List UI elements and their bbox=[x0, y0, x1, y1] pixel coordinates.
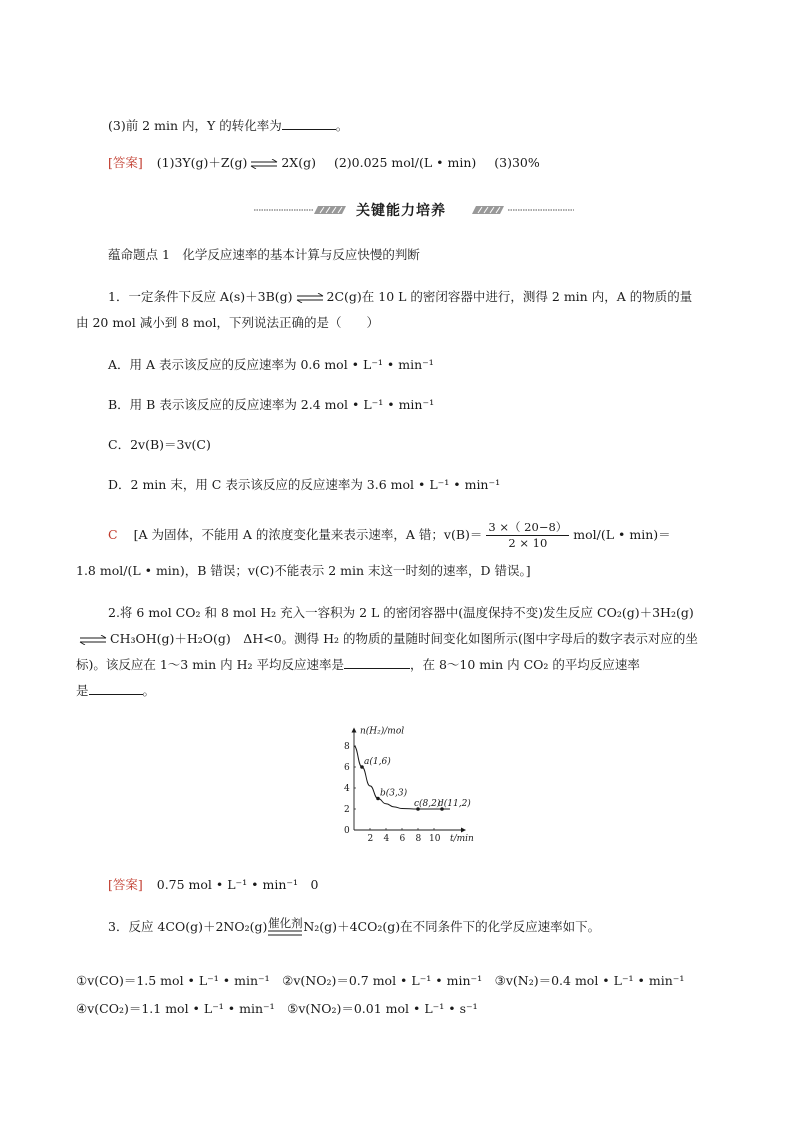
q3-stem: 3．反应 4CO(g)＋2NO₂(g) 催化剂 N₂(g)＋4CO₂(g)在不同条件下的化学反应速率如下。 bbox=[108, 916, 601, 934]
fraction: $\frac{3 \times( 20-8)}{2 \times 10}$ bbox=[488, 520, 568, 550]
y-tick-label: 4 bbox=[344, 784, 350, 794]
data-point-label: b(3,3) bbox=[380, 788, 408, 799]
q2-stem-line4: 是 。 bbox=[76, 683, 156, 698]
x-axis-label: t/min bbox=[450, 834, 474, 844]
y-axis-label: n(H₂)/mol bbox=[360, 726, 405, 737]
q3-rates-line1: ①v(CO)＝1.5 mol • L⁻¹ • min⁻¹ ②v(NO₂)＝0.7 mol • L⁻¹ • min⁻¹ ③v(N₂)＝0.4 mol • L⁻¹ • min⁻¹ bbox=[76, 973, 685, 988]
x-tick-label: 10 bbox=[429, 834, 441, 844]
q2-stem-line2: CH₃OH(g)＋H₂O(g) ΔH<0。测得 H₂ 的物质的量随时间变化如图所示(图中字母后的数字表示对应的坐 bbox=[76, 630, 698, 648]
x-tick-label: 4 bbox=[383, 834, 390, 844]
data-point-label: d(11,2) bbox=[438, 799, 471, 809]
answer-blank bbox=[89, 682, 143, 695]
x-tick-label: 8 bbox=[415, 834, 422, 844]
h2-amount-chart bbox=[334, 720, 494, 850]
equal-arrow-icon bbox=[267, 930, 303, 936]
catalyst-label: 催化剂 bbox=[268, 916, 303, 930]
x-tick-label: 6 bbox=[399, 834, 406, 844]
reversible-arrow-icon bbox=[249, 159, 279, 169]
prev-answer-line: [答案] (1)3Y(g)＋Z(g) 2X(g) (2)0.025 mol/(L • min) (3)30% bbox=[108, 155, 540, 170]
answer-tag: [答案] bbox=[108, 877, 143, 892]
topic-label: 蕴命题点 1 化学反应速率的基本计算与反应快慢的判断 bbox=[108, 247, 420, 262]
data-point-label: c(8,2) bbox=[414, 799, 441, 809]
y-tick-label: 8 bbox=[344, 742, 350, 752]
x-tick-label: 2 bbox=[367, 834, 374, 844]
q2-answer-line: [答案] 0.75 mol • L⁻¹ • min⁻¹ 0 bbox=[108, 877, 319, 892]
y-tick-label: 0 bbox=[344, 826, 350, 836]
reversible-arrow-icon bbox=[78, 635, 108, 645]
q3-rates-line2: ④v(CO₂)＝1.1 mol • L⁻¹ • min⁻¹ ⑤v(NO₂)＝0.01 mol • L⁻¹ • s⁻¹ bbox=[76, 1001, 478, 1016]
q1-option-c: C．2v(B)＝3v(C) bbox=[108, 437, 211, 452]
q1-stem-line2: 由 20 mol 减小到 8 mol，下列说法正确的是（ ） bbox=[76, 315, 379, 330]
q1-option-d: D．2 min 末，用 C 表示该反应的反应速率为 3.6 mol • L⁻¹ • min⁻¹ bbox=[108, 477, 501, 492]
answer-blank bbox=[282, 117, 336, 130]
q1-option-a: A．用 A 表示该反应的反应速率为 0.6 mol • L⁻¹ • min⁻¹ bbox=[108, 357, 434, 372]
answer-blank bbox=[344, 656, 410, 669]
section-heading bbox=[254, 200, 574, 220]
q1-stem-line1: 1．一定条件下反应 A(s)＋3B(g) 2C(g)在 10 L 的密闭容器中进行，测得 2 min 内，A 的物质的量 bbox=[108, 289, 693, 304]
section-title: 关键能力培养 bbox=[356, 203, 446, 219]
q2-stem-line1: 2.将 6 mol CO₂ 和 8 mol H₂ 充入一容积为 2 L 的密闭容器中(温度保持不变)发生反应 CO₂(g)＋3H₂(g) bbox=[108, 605, 694, 620]
y-axis-arrow-icon bbox=[352, 728, 357, 733]
catalyst-arrow bbox=[267, 916, 303, 936]
q1-option-b: B．用 B 表示该反应的反应速率为 2.4 mol • L⁻¹ • min⁻¹ bbox=[108, 397, 435, 412]
x-axis-arrow-icon bbox=[461, 828, 466, 833]
y-tick-label: 2 bbox=[344, 805, 350, 815]
q1-explanation-line2: 1.8 mol/(L • min)，B 错误；v(C)不能表示 2 min 末这一时刻的速率，D 错误。] bbox=[76, 563, 531, 578]
reversible-arrow-icon bbox=[295, 293, 325, 303]
y-tick-label: 6 bbox=[344, 763, 350, 773]
data-point-label: a(1,6) bbox=[364, 757, 391, 767]
q1-answer-letter: C bbox=[108, 527, 118, 542]
q1-explanation-line1: C [A 为固体，不能用 A 的浓度变化量来表示速率，A 错；v(B)＝ $\frac{3 \times( 20-8)}{2 \times 10}$ mol/(L • min)＝ bbox=[108, 520, 671, 550]
q2-stem-line3: 标)。该反应在 1～3 min 内 H₂ 平均反应速率是 ，在 8～10 min 内 CO₂ 的平均反应速率 bbox=[76, 657, 640, 672]
answer-tag: [答案] bbox=[108, 155, 143, 170]
prev-question-part3: (3)前 2 min 内，Y 的转化率为 。 bbox=[108, 118, 349, 133]
